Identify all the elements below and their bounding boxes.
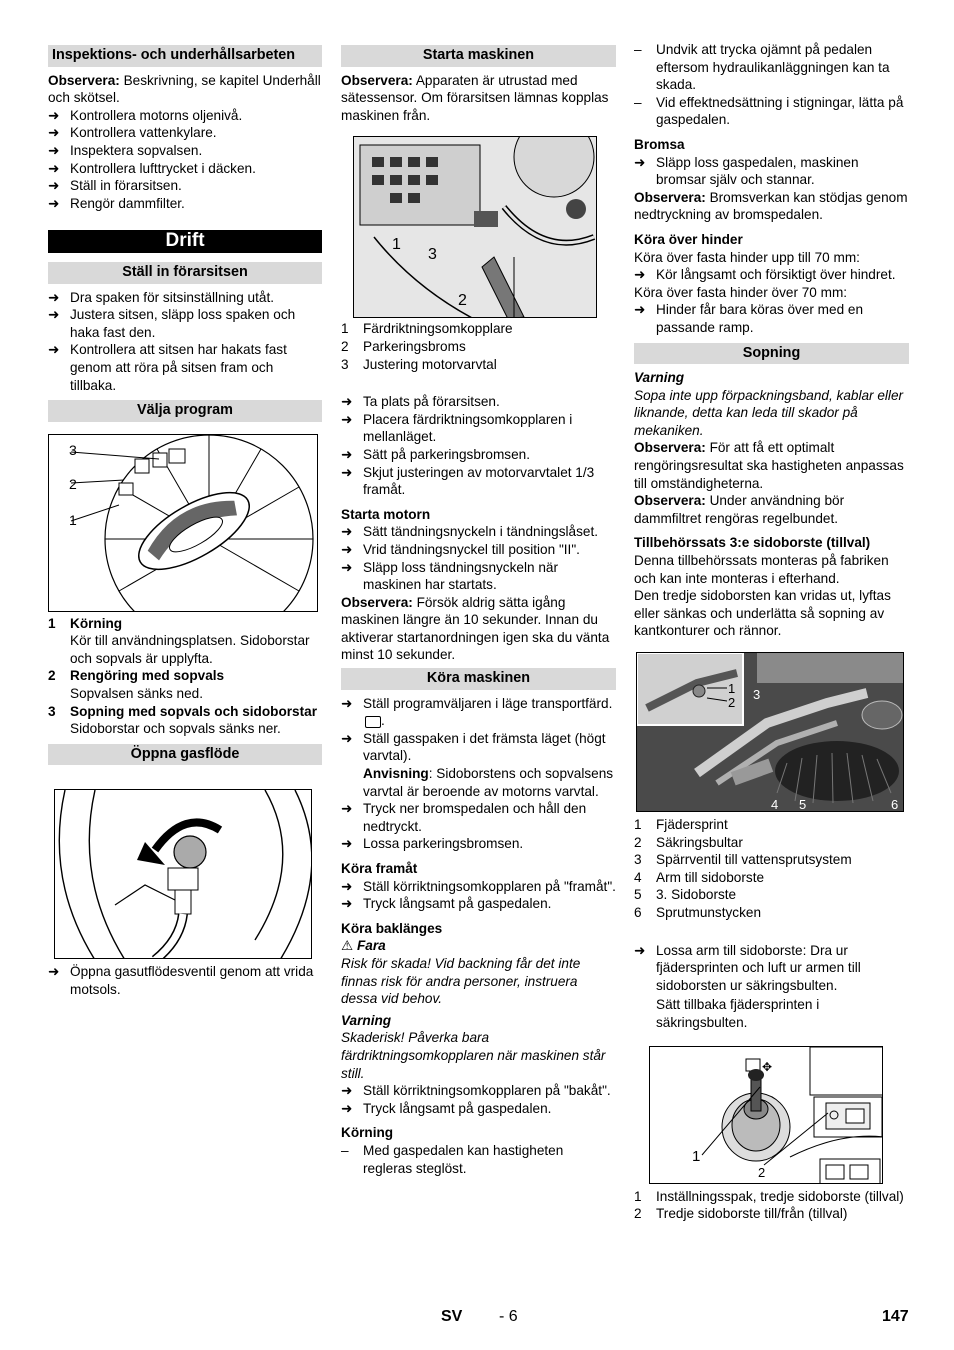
list-item: – Vid effektnedsättning i stigningar, lätta på gaspedalen.	[634, 94, 909, 129]
list-item: ➜ Tryck ner bromspedalen och håll den nedtryckt.	[341, 800, 616, 835]
column-3: – Undvik att trycka ojämnt på pedalen eftersom hydraulikanläggningen kan ta skada. – Vid effektnedsättning i stigningar, lätta på gaspedalen. Bromsa ➜ Släpp loss gaspedalen, maskinen bromsar själv och stannar. Observera: Bromsverkan kan stödjas genom nedtryckning av bromspedalen. Köra över hinder Köra över fasta hinder upp till 70 mm: ➜ Kör långsamt och försiktigt över hindret. Köra över fasta hinder över 70 mm: ➜ Hinder får bara köras över med en passande ramp. Sopning Varning Sopa inte upp förpackningsband, kablar eller liknande, detta kan leda till skador på mekaniken. Observera: För att få ett optimalt rengöringsresultat ska hastigheten anpassas till omständigheterna. Observera: Under användning bör dammfiltret rengöras regelbundet. Tillbehörssats 3:e sidoborste (tillval) Denna tillbehörssats monteras på fabriken och kan inte monteras i efterhand. Den tredje sidoborsten kan vridas ut, lyftas eller sänkas och underlätta så sopning av kantkonturer och rännor. 1 2 3 4 5 6 1 Fjädersprint 2 Säkringsbultar 3 Spärrventil till vattensprutsystem 4 Arm till sidoborste 5 3. Sidoborste 6 Sprutmunstycken ➜ Lossa arm till sidoborste: Dra ur fjädersprinten och luft ur armen till sidoborsten ur säkringsbulten. Sätt tillbaka fjädersprinten i säkringsbulten. ✥ 1 2 1 Inställningsspak, tredje sidoborste (tillval) 2 Tredje sidoborste till/från (tillval)	[634, 41, 909, 1223]
program-dial-illustration	[49, 435, 318, 612]
label-2: 2	[758, 1164, 766, 1180]
list-item: ➜ Vrid tändningsnyckel till position "II".	[341, 541, 616, 559]
subheading-driving: Körning	[341, 1125, 394, 1141]
subheading-obstacle: Köra över hinder	[634, 231, 743, 247]
transport-mode-icon	[365, 716, 381, 728]
program-legend: 1 Körning Kör till användningsplatsen. Sidoborstar och sopvals är upplyfta. 2 Rengöring med sopvals Sopvalsen sänks ned. 3 Sopning med sopvals och sidoborstar Sidoborstar och sopvals sänks ner.	[48, 615, 317, 737]
list-item: ➜ Inspektera sopvalsen.	[48, 142, 322, 160]
label-1: 1	[692, 1147, 701, 1165]
list-item: ➜ Hinder får bara köras över med en passande ramp.	[634, 301, 909, 336]
start-note: Observera: Apparaten är utrustad med sätessensor. Om förarsitsen lämnas kopplas maskinen från.	[341, 72, 609, 123]
list-item: ➜ Kontrollera att sitsen har hakats fast genom att röra på sitsen fram och tillbaka.	[48, 341, 322, 394]
label-2: 2	[69, 475, 77, 492]
heading-program: Välja program	[48, 400, 322, 422]
sweep-note-2: Observera: Under användning bör dammfiltret rengöras regelbundet.	[634, 493, 845, 526]
heading-seat: Ställ in förarsitsen	[48, 262, 322, 284]
figure-gas-valve	[54, 789, 312, 959]
label-4: 4	[771, 797, 779, 812]
heading-sweep: Sopning	[634, 343, 909, 365]
controls-illustration	[354, 137, 597, 318]
label-5: 5	[799, 797, 807, 812]
subheading-brake: Bromsa	[634, 136, 685, 152]
list-item: ➜ Tryck långsamt på gaspedalen.	[341, 895, 616, 913]
gas-valve-illustration	[55, 790, 312, 959]
list-item: ➜ Lossa parkeringsbromsen.	[341, 835, 616, 853]
list-item: ➜ Ställ gasspaken i det främsta läget (högt varvtal).	[341, 730, 616, 765]
heading-start-machine: Starta maskinen	[341, 45, 616, 67]
label-1: 1	[728, 681, 736, 696]
list-item: ➜ Kontrollera motorns oljenivå.	[48, 107, 322, 125]
list-item: ➜ Dra spaken för sitsinställning utåt.	[48, 289, 322, 307]
list-item: ➜ Skjut justeringen av motorvarvtalet 1/3 framåt.	[341, 464, 616, 499]
figure-joystick	[649, 1046, 883, 1184]
move-arrows-icon: ✥	[762, 1059, 773, 1074]
list-item: ➜ Tryck långsamt på gaspedalen.	[341, 1100, 616, 1118]
list-item: ➜ Lossa arm till sidoborste: Dra ur fjädersprinten och luft ur armen till sidoborsten ur säkringsbulten.	[634, 942, 909, 995]
list-item: ➜ Ta plats på förarsitsen.	[341, 393, 616, 411]
subheading-forward: Köra framåt	[341, 861, 418, 876]
footer-page-number: 147	[882, 1308, 909, 1325]
list-item: ➜ Ställ in förarsitsen.	[48, 177, 322, 195]
list-item: ➜ Justera sitsen, släpp loss spaken och haka fast den.	[48, 306, 322, 341]
footer-language: SV	[441, 1308, 463, 1325]
figure-controls	[353, 136, 597, 318]
footer-section-page: - 6	[499, 1308, 518, 1325]
label-1: 1	[69, 511, 77, 528]
figure-side-brush	[636, 652, 904, 812]
column-2	[341, 45, 616, 1177]
warning-text: Skaderisk! Påverka bara färdriktningsomkopplaren när maskinen står still.	[341, 1030, 606, 1081]
list-item: ➜ Ställ programväljaren i läge transportfärd. .	[341, 695, 616, 730]
list-item: ➜ Placera färdriktningsomkopplaren i mellanläget.	[341, 411, 616, 446]
list-item: ➜ Ställ körriktningsomkopplaren på "framåt".	[341, 878, 616, 896]
drive-hint: Anvisning: Sidoborstens och sopvalsens varvtal är beroende av motorns varvtal.	[363, 766, 614, 799]
label-3: 3	[69, 441, 77, 458]
sweep-warning-text: Sopa inte upp förpackningsband, kablar eller liknande, detta kan leda till skador på mekaniken.	[634, 387, 904, 438]
label-2: 2	[458, 292, 467, 310]
controls-legend: 1 Färdriktningsomkopplare 2 Parkeringsbroms 3 Justering motorvarvtal	[341, 321, 513, 372]
heading-inspection: Inspektions- och underhållsarbeten	[48, 45, 322, 67]
heading-drift: Drift	[48, 230, 322, 253]
label-3: 3	[428, 246, 437, 264]
joystick-legend: 1 Inställningsspak, tredje sidoborste (tillval) 2 Tredje sidoborste till/från (tillval)	[634, 1188, 904, 1222]
heading-gas: Öppna gasflöde	[48, 744, 322, 766]
list-item: ➜ Kontrollera vattenkylare.	[48, 124, 322, 142]
label-6: 6	[891, 797, 899, 812]
heading-drive: Köra maskinen	[341, 668, 616, 690]
list-item: ➜ Ställ körriktningsomkopplaren på "bakåt".	[341, 1082, 616, 1100]
sweep-warning-label: Varning	[634, 370, 685, 386]
subheading-start-motor: Starta motorn	[341, 506, 431, 522]
figure-program-selector	[48, 434, 318, 612]
inspection-note: Observera: Beskrivning, se kapitel Underhåll och skötsel.	[48, 72, 321, 106]
subheading-kit: Tillbehörssats 3:e sidoborste (tillval)	[634, 535, 871, 551]
label-2: 2	[728, 695, 736, 710]
joystick-illustration	[650, 1047, 883, 1184]
subheading-reverse: Köra baklänges	[341, 920, 443, 936]
list-item: ➜ Sätt på parkeringsbromsen.	[341, 446, 616, 464]
list-item: ➜ Öppna gasutflödesventil genom att vrida motsols.	[48, 963, 322, 998]
warning-triangle-icon: ⚠	[341, 938, 354, 954]
column-1	[48, 45, 322, 999]
list-item: ➜ Släpp loss tändningsnyckeln när maskinen har startats.	[341, 559, 616, 594]
warning-label: Varning	[341, 1012, 392, 1028]
motor-note: Observera: Försök aldrig sätta igång maskinen längre än 10 sekunder. Innan du aktiverar startanordningen igen ska du vänta minst 10 sekunder.	[341, 594, 610, 663]
label-3: 3	[753, 687, 761, 702]
list-item: ➜ Sätt tändningsnyckeln i tändningslåset.	[341, 523, 616, 541]
list-item: ➜ Rengör dammfilter.	[48, 195, 322, 213]
list-item: ➜ Släpp loss gaspedalen, maskinen bromsar själv och stannar.	[634, 154, 909, 189]
danger-label: ⚠ Fara	[341, 938, 386, 954]
brake-note: Observera: Bromsverkan kan stödjas genom nedtryckning av bromspedalen.	[634, 189, 908, 223]
list-item: – Undvik att trycka ojämnt på pedalen eftersom hydraulikanläggningen kan ta skada.	[634, 41, 909, 94]
sweep-note-1: Observera: För att få ett optimalt rengöringsresultat ska hastigheten anpassas till omständigheterna.	[634, 440, 904, 491]
list-item: – Med gaspedalen kan hastigheten regleras steglöst.	[341, 1142, 616, 1177]
side-brush-photo	[637, 653, 904, 812]
side-brush-legend: 1 Fjädersprint 2 Säkringsbultar 3 Spärrventil till vattensprutsystem 4 Arm till sidoborste 5 3. Sidoborste 6 Sprutmunstycken	[634, 817, 852, 920]
inspection-list	[48, 107, 322, 213]
danger-text: Risk för skada! Vid backning får det inte finnas risk för andra personer, instruera dessa vid behov.	[341, 955, 581, 1007]
label-1: 1	[392, 236, 401, 254]
list-item: ➜ Kör långsamt och försiktigt över hindret.	[634, 266, 909, 284]
list-item: ➜ Kontrollera lufttrycket i däcken.	[48, 160, 322, 178]
